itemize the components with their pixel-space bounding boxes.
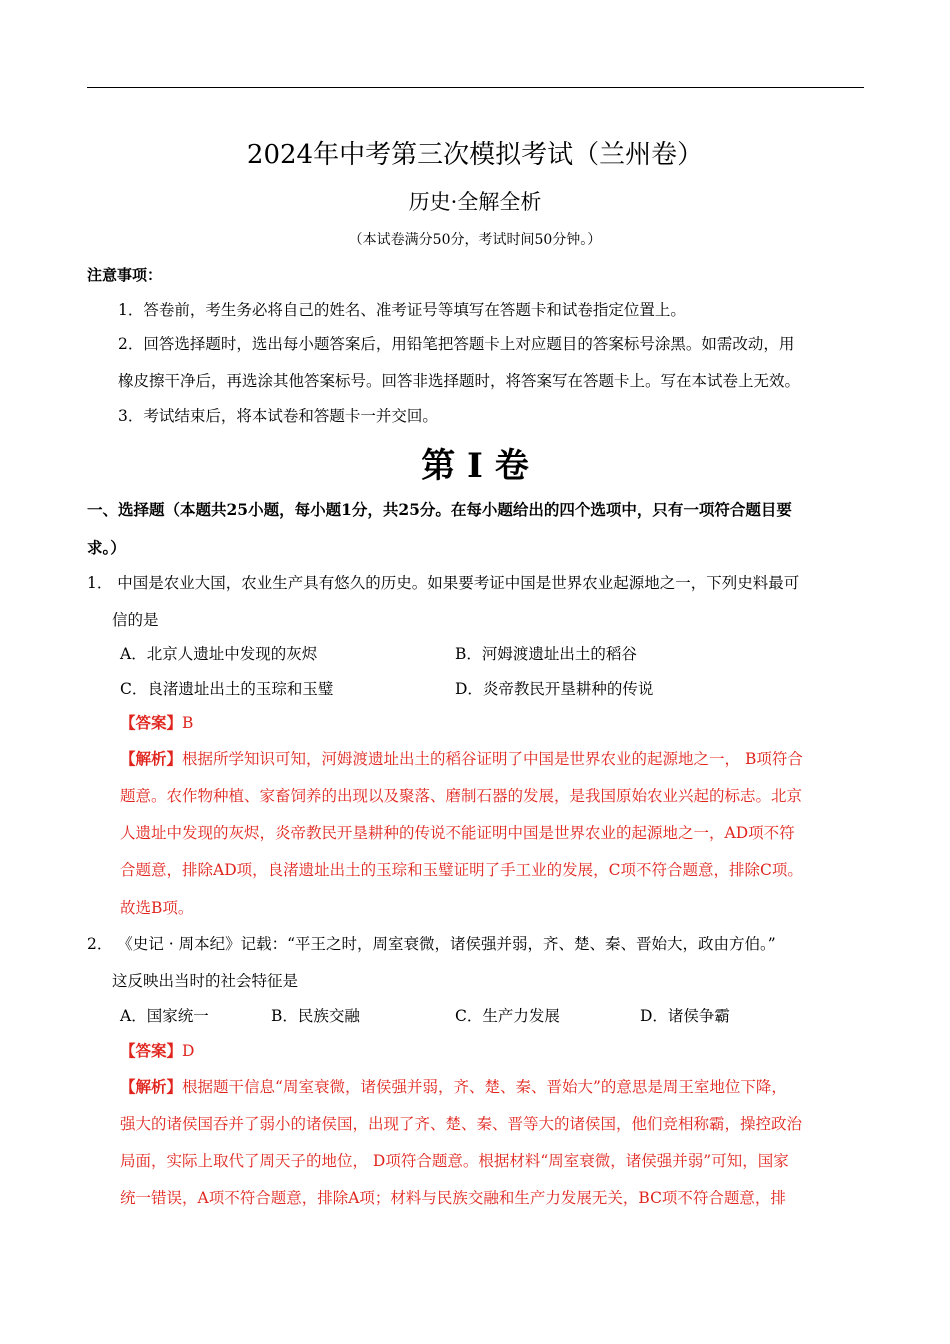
analysis-line — [120, 747, 803, 769]
option-b: B．河姆渡遗址出土的稻谷 — [455, 645, 637, 663]
question-stem: 2． 《史记 · 周本纪》记载：“平王之时，周室衰微，诸侯强并弱，齐、楚、秦、晋始大，政由方伯。” — [87, 935, 776, 953]
question-stem-cont: 信的是 — [112, 611, 159, 629]
header-rule — [87, 87, 864, 88]
question-stem: 1． 中国是农业大国，农业生产具有悠久的历史。如果要考证中国是世界农业起源地之一，下列史料最可 — [87, 574, 800, 592]
option-a: A．北京人遗址中发现的灰烬 — [120, 645, 318, 663]
analysis-text: 统一错误，A项不符合题意，排除A项；材料与民族交融和生产力发展无关，BC项不符合题意，排 — [120, 1189, 786, 1207]
answer-value: D — [182, 1042, 195, 1060]
volume-title: 第 I 卷 — [421, 446, 529, 486]
analysis-label: 【解析】 — [120, 749, 183, 768]
answer-line — [120, 1039, 194, 1061]
option-c: C．生产力发展 — [455, 1007, 560, 1025]
score-info: （本试卷满分50分，考试时间50分钟。） — [348, 232, 602, 248]
section-heading-cont: 求。） — [87, 538, 126, 557]
analysis-label: 【解析】 — [120, 1077, 183, 1096]
analysis-text: 根据所学知识可知，河姆渡遗址出土的稻谷证明了中国是世界农业的起源地之一， B项符合 — [182, 750, 803, 768]
exam-subtitle: 历史·全解全析 — [408, 190, 542, 214]
note-item: 2．回答选择题时，选出每小题答案后，用铅笔把答题卡上对应题目的答案标号涂黑。如需改动，用 — [118, 335, 795, 353]
option-b: B．民族交融 — [271, 1007, 360, 1025]
analysis-text: 故选B项。 — [120, 899, 194, 917]
section-heading: 一、选择题（本题共25小题，每小题1分，共25分。在每小题给出的四个选项中，只有一项符合题目要 — [87, 500, 792, 519]
analysis-text: 强大的诸侯国吞并了弱小的诸侯国，出现了齐、楚、秦、晋等大的诸侯国，他们竞相称霸，操控政治 — [120, 1115, 803, 1133]
answer-line — [120, 711, 193, 733]
analysis-text: 题意。农作物种植、家畜饲养的出现以及聚落、磨制石器的发展，是我国原始农业兴起的标志。北京 — [120, 787, 803, 805]
answer-value: B — [182, 714, 194, 732]
option-d: D．诸侯争霸 — [640, 1007, 730, 1025]
question-stem-cont: 这反映出当时的社会特征是 — [112, 972, 299, 990]
option-a: A．国家统一 — [120, 1007, 209, 1025]
note-item: 橡皮擦干净后，再选涂其他答案标号。回答非选择题时，将答案写在答题卡上。写在本试卷上无效。 — [118, 372, 801, 390]
answer-label: 【答案】 — [120, 1041, 183, 1060]
analysis-text: 合题意，排除AD项，良渚遗址出土的玉琮和玉璧证明了手工业的发展，C项不符合题意，排除C项。 — [120, 861, 803, 879]
analysis-text: 局面，实际上取代了周天子的地位， D项符合题意。根据材料“周室衰微，诸侯强并弱”可知，国家 — [120, 1152, 789, 1170]
exam-title: 2024年中考第三次模拟考试（兰州卷） — [246, 140, 704, 170]
answer-label: 【答案】 — [120, 713, 183, 732]
notes-heading: 注意事项： — [87, 266, 163, 284]
analysis-line — [120, 1075, 787, 1097]
note-item: 1．答卷前，考生务必将自己的姓名、准考证号等填写在答题卡和试卷指定位置上。 — [118, 301, 686, 319]
option-c: C．良渚遗址出土的玉琮和玉璧 — [120, 680, 334, 698]
option-d: D．炎帝教民开垦耕种的传说 — [455, 680, 654, 698]
note-item: 3．考试结束后，将本试卷和答题卡一并交回。 — [118, 407, 438, 425]
analysis-text: 人遗址中发现的灰烬，炎帝教民开垦耕种的传说不能证明中国是世界农业的起源地之一，AD项不符 — [120, 824, 795, 842]
analysis-text: 根据题干信息“周室衰微，诸侯强并弱，齐、楚、秦、晋始大”的意思是周王室地位下降， — [182, 1078, 787, 1096]
